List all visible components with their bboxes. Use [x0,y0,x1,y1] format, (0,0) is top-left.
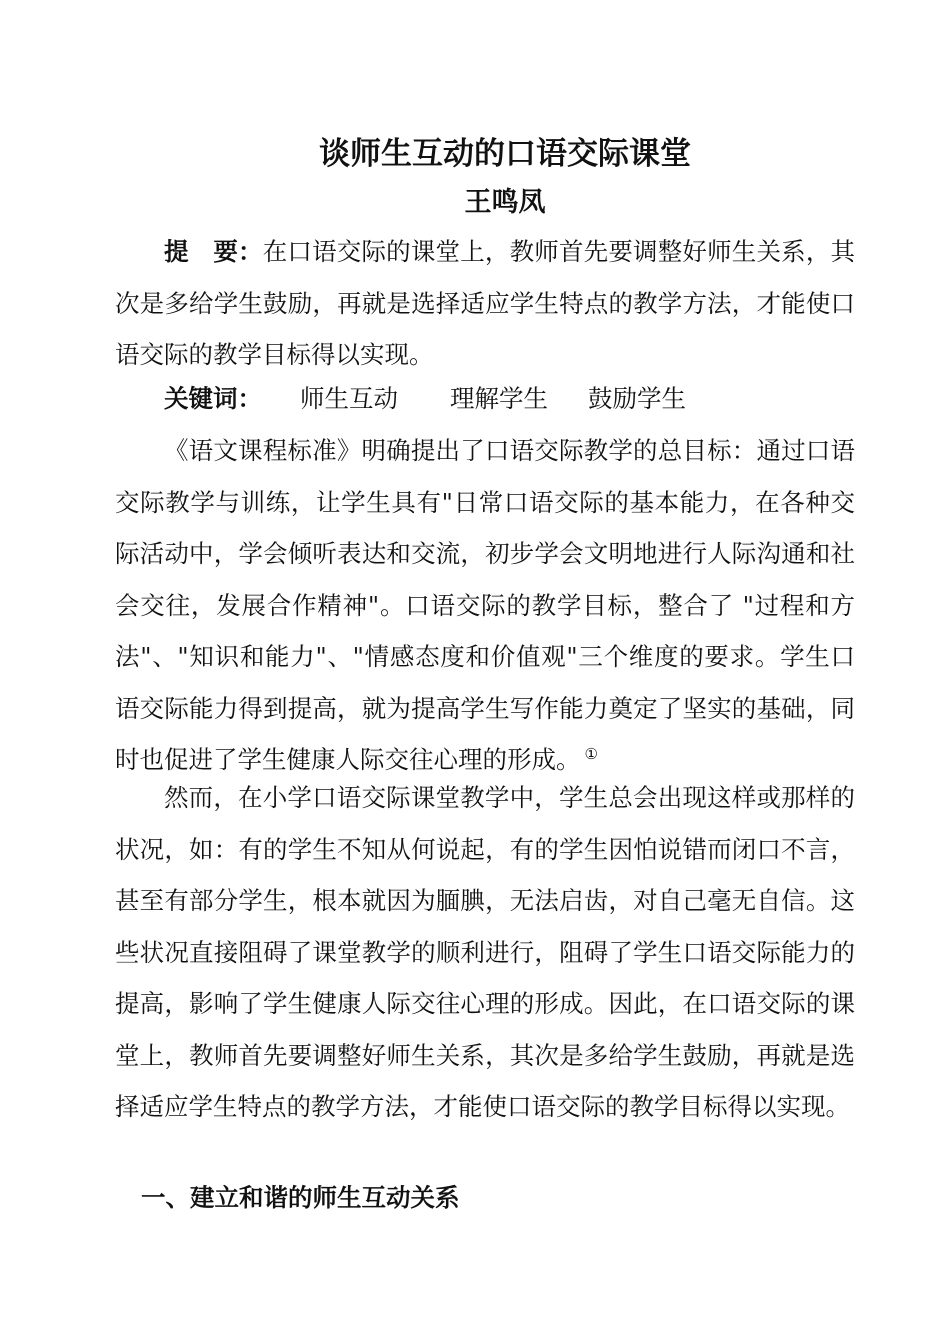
paragraph-text: 《语文课程标准》明确提出了口语交际教学的总目标：通过口语交际教学与训练，让学生具有"日常口语交际的基本能力，在各种交际活动中，学会倾听表达和交流，初步学会文明地进行人际沟通和社会交往，发展合作精神"。口语交际的教学目标，整合了 "过程和方法"、"知识和能力"、"情感态度和价值观"三个维度的要求。学生口语交际能力得到提高，就为提高学生写作能力奠定了坚实的基础，同时也促进了学生健康人际交往心理的形成。 [115,436,855,774]
paragraph [115,425,855,786]
footnote-marker[interactable]: ① [584,744,598,763]
document-title: 谈师生互动的口语交际课堂 [319,136,691,172]
abstract-text: 在口语交际的课堂上，教师首先要调整好师生关系，其次是多给学生鼓励，再就是选择适应学生特点的教学方法，才能使口语交际的教学目标得以实现。 [115,237,856,369]
keyword-item: 师生互动 [300,384,398,413]
paragraph-text: 然而，在小学口语交际课堂教学中，学生总会出现这样或那样的状况，如：有的学生不知从何说起，有的学生因怕说错而闭口不言，甚至有部分学生，根本就因为腼腆，无法启齿，对自己毫无自信。这些状况直接阻碍了课堂教学的顺利进行，阻碍了学生口语交际能力的提高，影响了学生健康人际交往心理的形成。因此，在口语交际的课堂上，教师首先要调整好师生关系，其次是多给学生鼓励，再就是选择适应学生特点的教学方法，才能使口语交际的教学目标得以实现。 [115,783,855,1121]
keywords [115,373,855,425]
keyword-item: 理解学生 [450,384,548,413]
abstract-label: 提 要： [164,237,263,266]
keyword-item: 鼓励学生 [588,384,686,413]
author-name: 王鸣凤 [464,187,546,218]
section-heading: 一、建立和谐的师生互动关系 [141,1183,460,1212]
keywords-label: 关键词： [164,384,262,413]
paragraph [115,772,855,1133]
abstract [115,226,855,381]
